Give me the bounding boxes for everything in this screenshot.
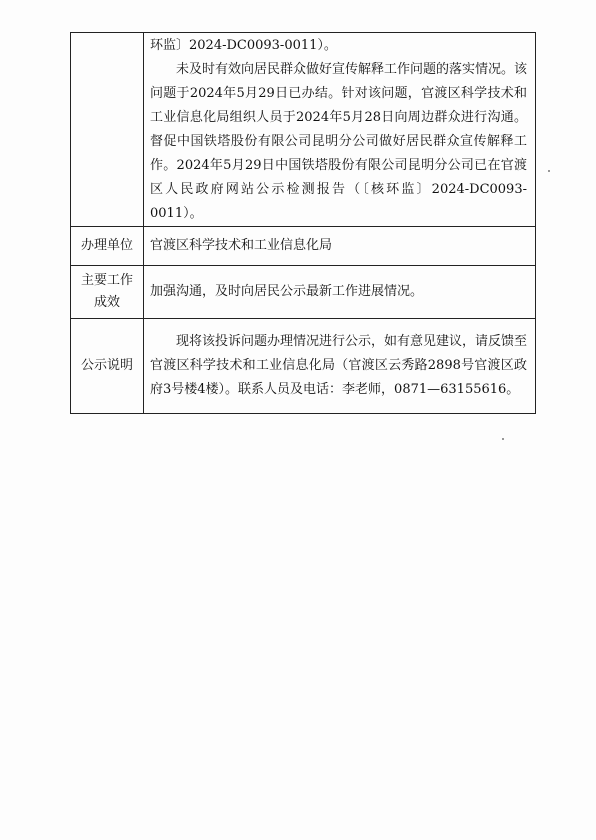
- scan-speck: [502, 438, 504, 440]
- unit-value: 官渡区科学技术和工业信息化局: [144, 227, 536, 266]
- results-label: [71, 266, 144, 319]
- results-label-line2: 成效: [93, 295, 120, 310]
- progress-paragraph: 未及时有效向居民群众做好宣传解释工作问题的落实情况。该问题于2024年5月29日已办结。针对该问题，官渡区科学技术和工业信息化局组织人员于2024年5月28日向周边群众进行沟通。督促中国铁塔股份有限公司昆明分公司做好居民群众宣传解释工作。2024年5月29日中国铁塔股份有限公司昆明分公司已在官渡区人民政府网站公示检测报告（〔核环监〕2024-DC0093-0011）。: [150, 62, 528, 221]
- progress-content-cell: [144, 33, 536, 227]
- notice-value: 现将该投诉问题办理情况进行公示，如有意见建议，请反馈至官渡区科学技术和工业信息化局（官渡区云秀路2898号官渡区政府3号楼4楼）。联系人员及电话：李老师，0871—63155616。: [144, 319, 536, 414]
- table-row-notice: [71, 319, 536, 414]
- unit-label: 办理单位: [71, 227, 144, 266]
- results-label-line1: 主要工作: [80, 273, 133, 288]
- notice-table: [70, 32, 536, 414]
- table-row-results: [71, 266, 536, 319]
- table-row-progress: [71, 33, 536, 227]
- table-row-unit: [71, 227, 536, 266]
- continuation-text: 环监〕2024-DC0093-0011）。: [150, 38, 337, 53]
- results-value: 加强沟通，及时向居民公示最新工作进展情况。: [144, 266, 536, 319]
- scan-speck: [548, 170, 550, 172]
- empty-label-cell: [71, 33, 144, 227]
- notice-label: 公示说明: [71, 319, 144, 414]
